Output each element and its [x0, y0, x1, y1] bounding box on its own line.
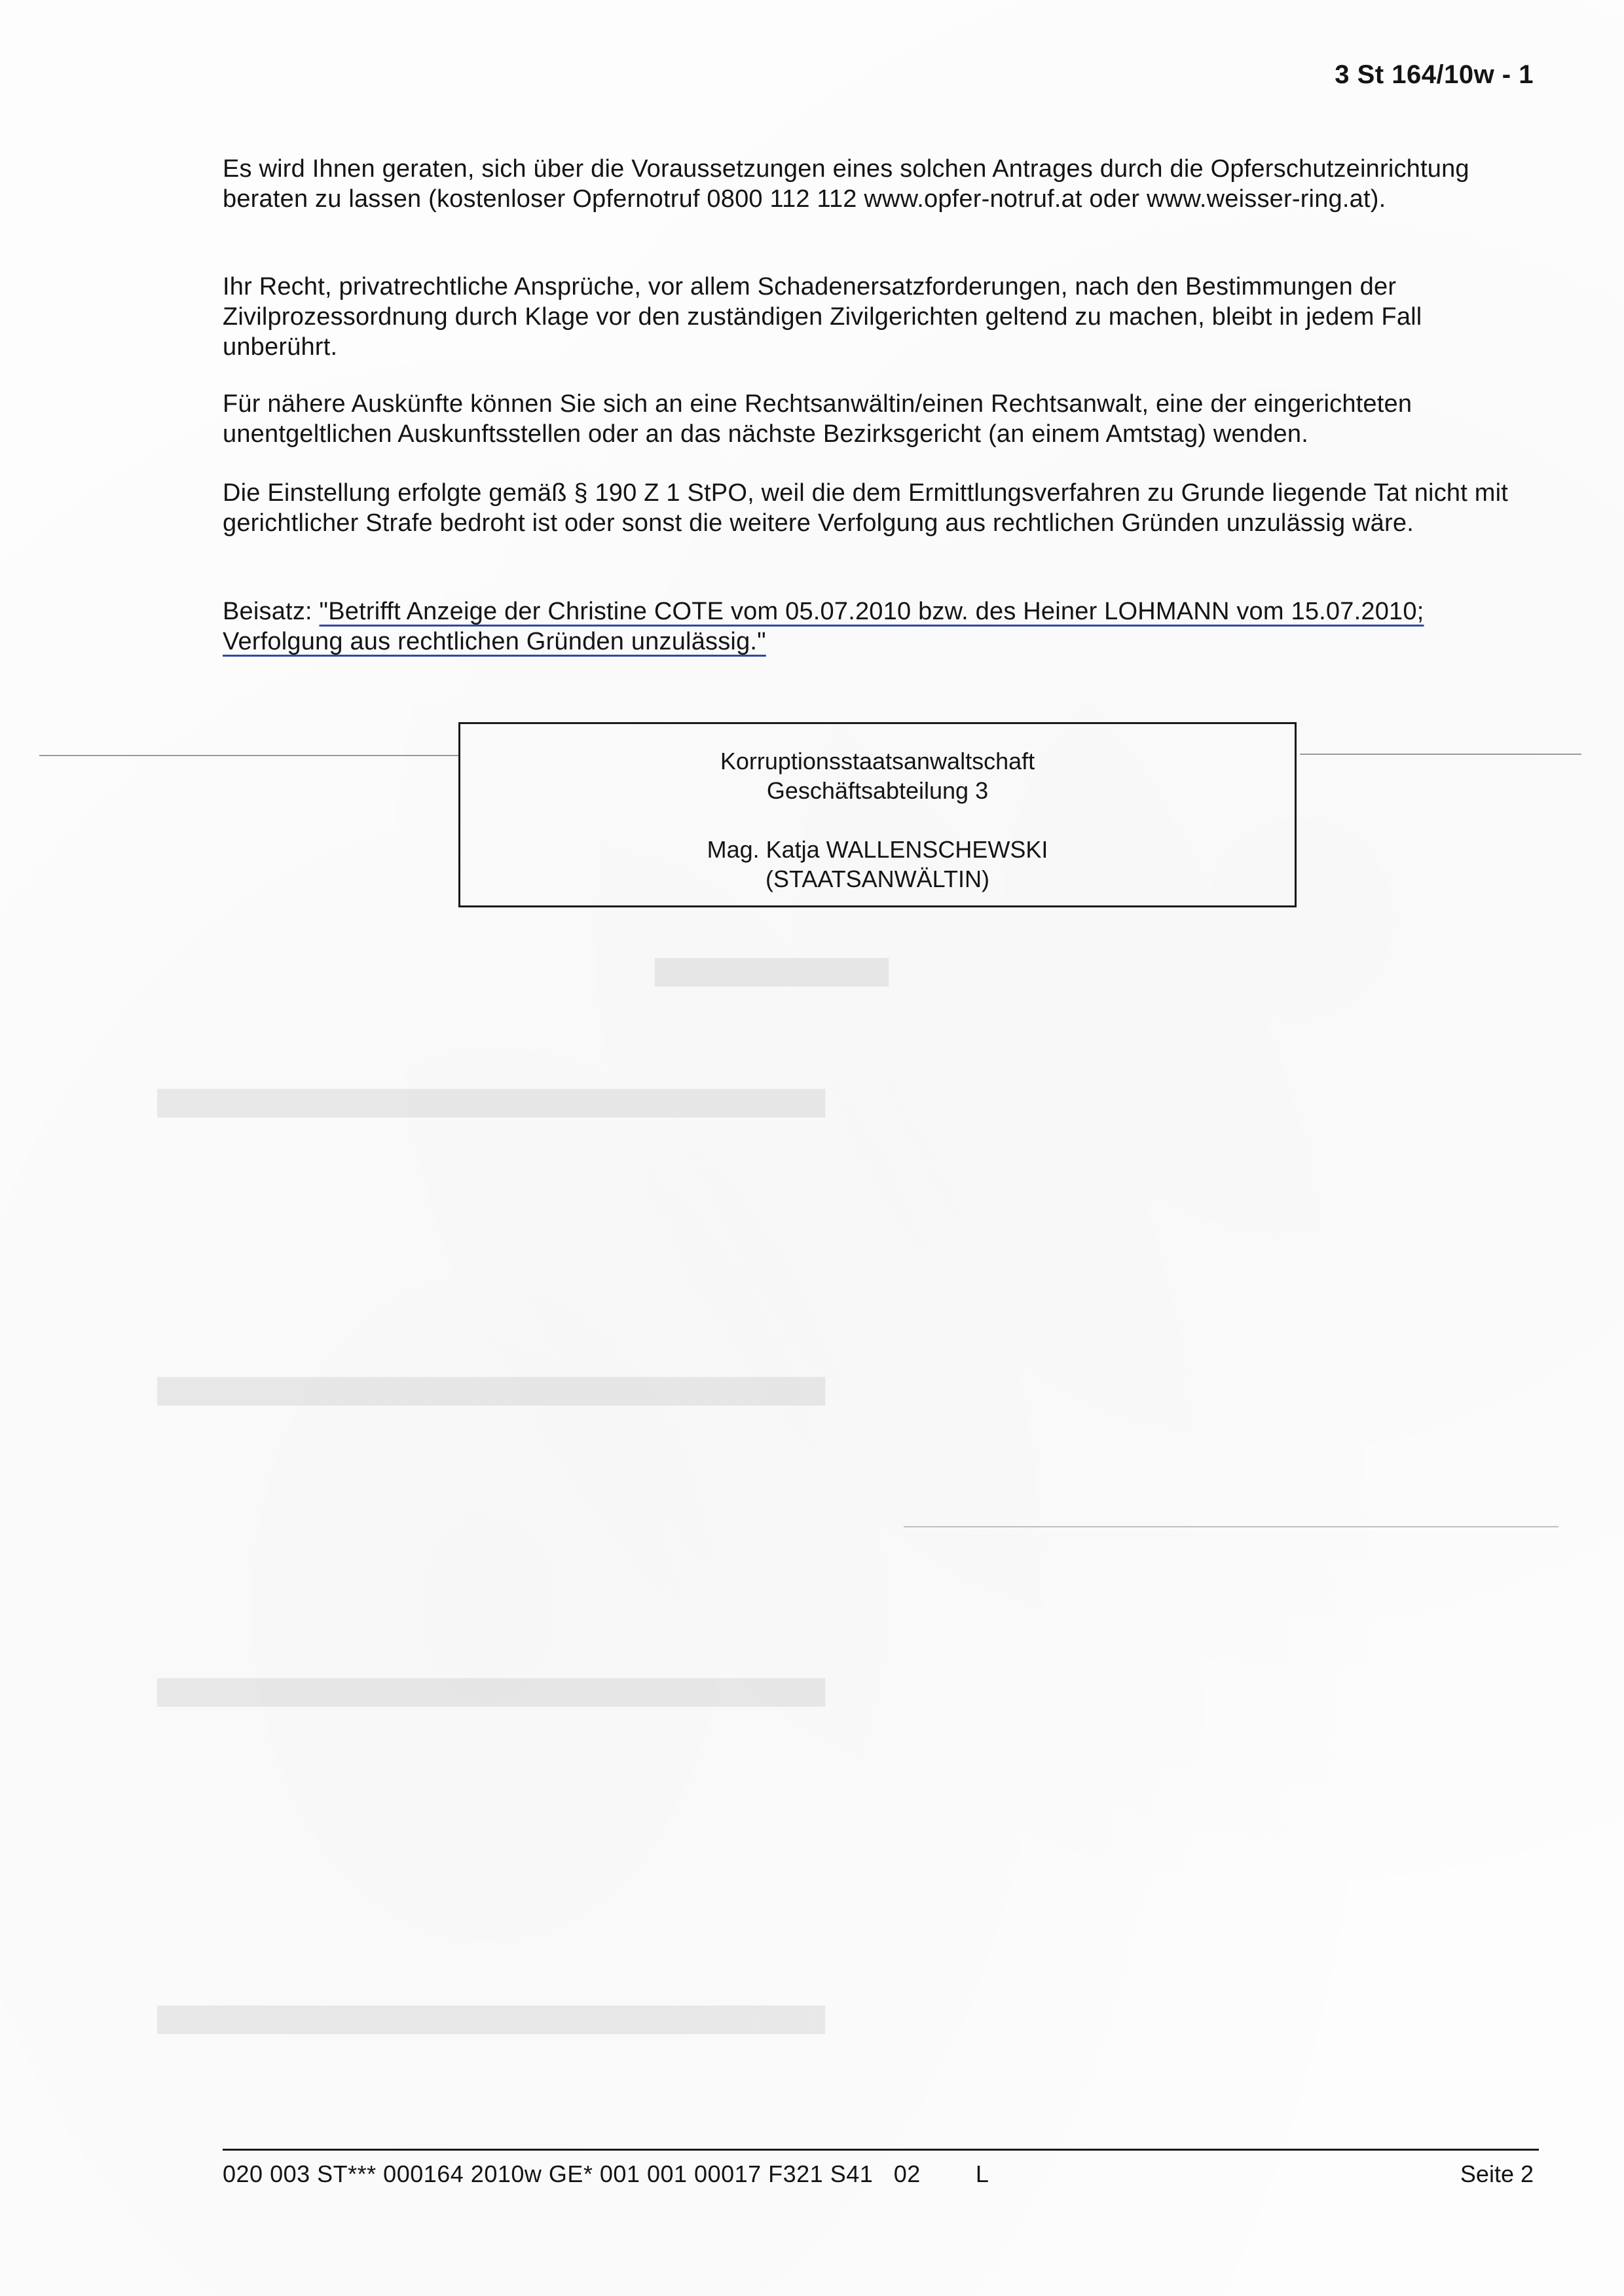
beisatz-text: "Betrifft Anzeige der Christine COTE vom 05.07.2010 bzw. des Heiner LOHMANN vom 15.07.2010; Verfolgung aus rechtlichen Gründen unzulässig." — [223, 598, 1424, 655]
stamp-name: Mag. Katja WALLENSCHEWSKI — [707, 836, 1048, 863]
bleed-through-artifact: ████████████████████████████████████████ — [157, 1089, 826, 1116]
paragraph-victim-protection: Es wird Ihnen geraten, sich über die Voraussetzungen eines solchen Antrages durch die Opferschutzeinrichtung beraten zu lassen (kostenloser Opfernotruf 0800 112 112 www.opfer-notruf.at oder www.weisser-ring.at). — [223, 155, 1469, 213]
paragraph-civil-claims: Ihr Recht, privatrechtliche Ansprüche, vor allem Schadenersatzforderungen, nach den Bestimmungen der Zivilprozessordnung durch Klage vor den zuständigen Zivilgerichten geltend zu machen, bleibt in jedem Fall unberührt. — [223, 273, 1422, 361]
beisatz-label: Beisatz: — [223, 598, 320, 625]
paragraph-beisatz — [223, 596, 1539, 657]
stamp-department: Geschäftsabteilung 3 — [766, 777, 989, 804]
paragraph-termination-reason: Die Einstellung erfolgte gemäß § 190 Z 1 StPO, weil die dem Ermittlungsverfahren zu Grunde liegende Tat nicht mit gerichtlicher Strafe bedroht ist oder sonst die weitere Verfolgung aus rechtlichen Gründen unzulässig wäre. — [223, 479, 1508, 537]
footer-divider — [223, 2149, 1539, 2151]
fold-line — [1300, 754, 1581, 755]
prosecutor-stamp — [458, 722, 1297, 907]
stamp-title: (STAATSANWÄLTIN) — [766, 866, 989, 892]
paragraph-legal-advice: Für nähere Auskünfte können Sie sich an eine Rechtsanwältin/einen Rechtsanwalt, eine der eingerichteten unentgeltlichen Auskunftsstellen oder an das nächste Bezirksgericht (an einem Amtstag) wenden. — [223, 390, 1412, 448]
fold-line — [39, 755, 458, 756]
footer-document-code: 020 003 ST*** 000164 2010w GE* 001 001 00017 F321 S41 02 L — [223, 2160, 989, 2187]
fold-line — [904, 1526, 1559, 1527]
page-number: Seite 2 — [1460, 2160, 1534, 2187]
bleed-through-artifact: ████████████████████████████████████████ — [157, 1678, 826, 1705]
document-reference-number: 3 St 164/10w - 1 — [1335, 60, 1534, 89]
stamp-office: Korruptionsstaatsanwaltschaft — [720, 748, 1035, 774]
bleed-through-artifact: ██████████████ — [655, 958, 889, 985]
bleed-through-artifact: ████████████████████████████████████████ — [157, 1377, 826, 1404]
bleed-through-artifact: ████████████████████████████████████████ — [157, 2005, 826, 2032]
